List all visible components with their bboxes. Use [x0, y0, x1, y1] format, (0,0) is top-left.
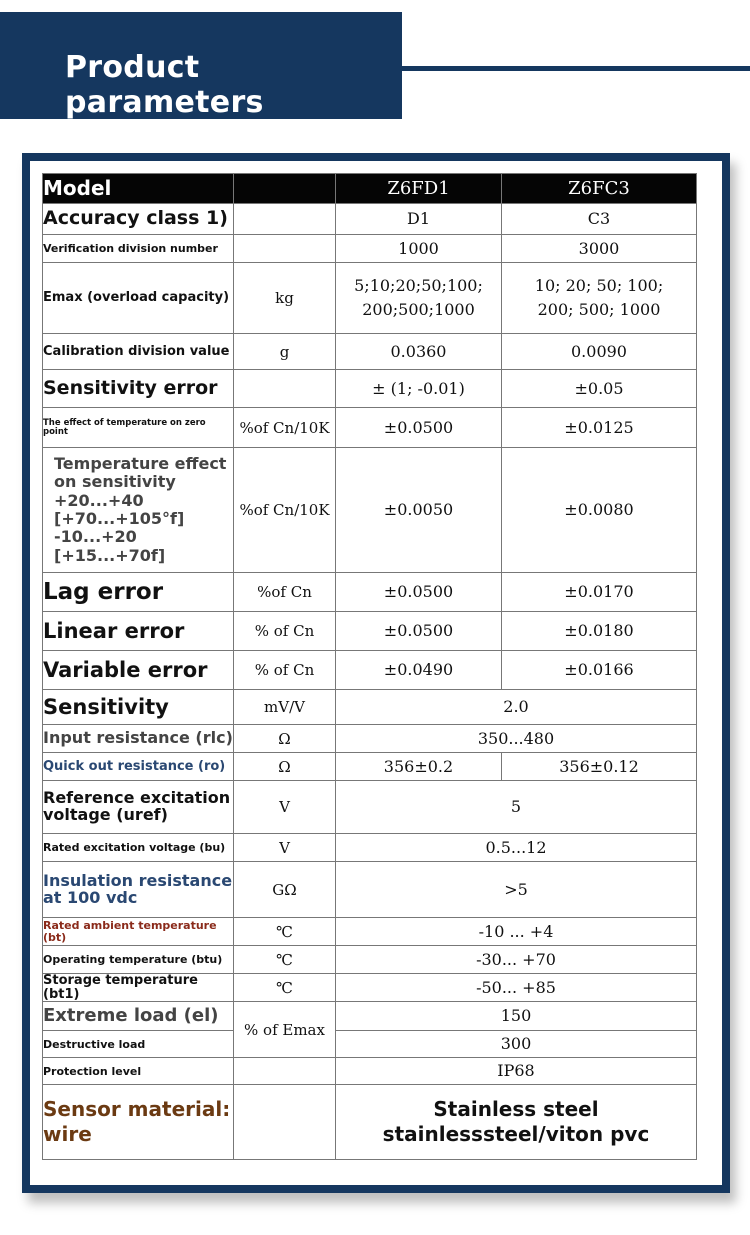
- row-unit: V: [234, 834, 336, 862]
- table-row: [43, 235, 697, 263]
- value-line: stainlesssteel/viton pvc: [382, 1122, 650, 1147]
- table-row: [43, 1031, 697, 1058]
- row-value-shared: 0.5...12: [336, 834, 697, 862]
- row-unit: %of Cn/10K: [234, 408, 336, 448]
- table-row: [43, 781, 697, 834]
- row-unit: mV/V: [234, 690, 336, 725]
- value-line: 200;500;1000: [362, 300, 475, 319]
- row-unit: [234, 1058, 336, 1085]
- row-unit: [234, 235, 336, 263]
- row-value-shared: 150: [336, 1002, 697, 1031]
- parameters-table: [42, 173, 697, 1160]
- table-row: [43, 1058, 697, 1085]
- title-banner: [0, 12, 402, 119]
- row-unit: ℃: [234, 918, 336, 946]
- value-line: 5;10;20;50;100;: [354, 276, 483, 295]
- row-unit: kg: [234, 263, 336, 334]
- label-line: Temperature effect: [54, 453, 227, 473]
- row-label: Input resistance (rlc): [43, 725, 234, 753]
- table-header-row: [43, 174, 697, 204]
- row-unit: % of Cn: [234, 651, 336, 690]
- row-label: Accuracy class 1): [43, 204, 234, 235]
- table-row: [43, 1002, 697, 1031]
- row-label: Sensitivity error: [43, 370, 234, 408]
- row-label: Linear error: [43, 612, 234, 651]
- label-line: [+15...+70f]: [54, 545, 166, 565]
- row-label: Quick out resistance (ro): [43, 753, 234, 781]
- table-row: [43, 573, 697, 612]
- row-value-z6fd1: ±0.0050: [336, 448, 502, 573]
- table-row: [43, 334, 697, 370]
- table-row: [43, 408, 697, 448]
- row-unit: % of Emax: [234, 1002, 336, 1058]
- table-row: [43, 1085, 697, 1160]
- row-value-shared: IP68: [336, 1058, 697, 1085]
- row-value-z6fc3: [502, 263, 697, 334]
- label-line: -10...+20: [54, 527, 137, 547]
- row-label: Extreme load (el): [43, 1002, 234, 1031]
- table-row: [43, 974, 697, 1002]
- table-row: [43, 946, 697, 974]
- row-unit: [234, 370, 336, 408]
- row-unit: %of Cn: [234, 573, 336, 612]
- row-value-z6fc3: 0.0090: [502, 334, 697, 370]
- row-value-z6fc3: 356±0.12: [502, 753, 697, 781]
- row-unit: Ω: [234, 753, 336, 781]
- label-line: [+70...+105°f]: [54, 509, 185, 528]
- row-value-z6fd1: ±0.0500: [336, 612, 502, 651]
- row-label: Variable error: [43, 651, 234, 690]
- row-label: The effect of temperature on zero point: [43, 408, 234, 448]
- row-label: Rated ambient temperature (bt): [43, 918, 234, 946]
- row-value-z6fd1: ±0.0500: [336, 573, 502, 612]
- table-row: [43, 651, 697, 690]
- label-line: on sensitivity: [54, 472, 176, 492]
- header-unit-cell: [234, 174, 336, 204]
- table-row: [43, 753, 697, 781]
- table-row: [43, 690, 697, 725]
- table-row: [43, 370, 697, 408]
- row-value-shared: -10 ... +4: [336, 918, 697, 946]
- row-label: Destructive load: [43, 1031, 234, 1058]
- row-value-shared: [336, 1085, 697, 1160]
- row-unit: ℃: [234, 946, 336, 974]
- row-unit: [234, 204, 336, 235]
- table-row: [43, 204, 697, 235]
- row-label: Sensitivity: [43, 690, 234, 725]
- row-value-z6fd1: ±0.0490: [336, 651, 502, 690]
- table-row: [43, 834, 697, 862]
- header-model-z6fd1: Z6FD1: [336, 174, 502, 204]
- table-row: [43, 862, 697, 918]
- row-unit: ℃: [234, 974, 336, 1002]
- table-row: [43, 918, 697, 946]
- row-value-z6fd1: 1000: [336, 235, 502, 263]
- row-value-z6fc3: C3: [502, 204, 697, 235]
- table-row: [43, 725, 697, 753]
- row-label: Lag error: [43, 573, 234, 612]
- row-unit: g: [234, 334, 336, 370]
- table-row: [43, 612, 697, 651]
- title-rule: [402, 66, 750, 71]
- header-model-z6fc3: Z6FC3: [502, 174, 697, 204]
- row-label: Protection level: [43, 1058, 234, 1085]
- row-unit: %of Cn/10K: [234, 448, 336, 573]
- page-title: Product parameters: [65, 50, 264, 120]
- row-label: Operating temperature (btu): [43, 946, 234, 974]
- header-model-label: Model: [43, 174, 234, 204]
- row-value-z6fc3: ±0.0180: [502, 612, 697, 651]
- row-label: Storage temperature (bt1): [43, 974, 234, 1002]
- row-value-shared: 300: [336, 1031, 697, 1058]
- row-value-shared: 350...480: [336, 725, 697, 753]
- row-label: Insulation resistance at 100 vdc: [43, 862, 234, 918]
- row-label: Sensor material: wire: [43, 1085, 234, 1160]
- row-value-z6fc3: 3000: [502, 235, 697, 263]
- row-value-z6fc3: ±0.0125: [502, 408, 697, 448]
- row-label: Rated excitation voltage (bu): [43, 834, 234, 862]
- value-line: 10; 20; 50; 100;: [534, 276, 664, 295]
- row-label: [43, 448, 234, 573]
- row-unit: GΩ: [234, 862, 336, 918]
- row-value-z6fd1: 356±0.2: [336, 753, 502, 781]
- row-value-z6fc3: ±0.0080: [502, 448, 697, 573]
- row-value-z6fd1: ± (1; -0.01): [336, 370, 502, 408]
- table-row: [43, 448, 697, 573]
- row-value-shared: -30... +70: [336, 946, 697, 974]
- row-value-z6fc3: ±0.0166: [502, 651, 697, 690]
- value-line: 200; 500; 1000: [537, 300, 661, 319]
- row-value-shared: 2.0: [336, 690, 697, 725]
- row-label: Calibration division value: [43, 334, 234, 370]
- row-value-shared: >5: [336, 862, 697, 918]
- row-value-z6fd1: ±0.0500: [336, 408, 502, 448]
- row-value-shared: -50... +85: [336, 974, 697, 1002]
- row-value-z6fc3: ±0.0170: [502, 573, 697, 612]
- row-label: Emax (overload capacity): [43, 263, 234, 334]
- row-unit: % of Cn: [234, 612, 336, 651]
- row-unit: [234, 1085, 336, 1160]
- row-unit: V: [234, 781, 336, 834]
- row-value-z6fd1: D1: [336, 204, 502, 235]
- row-label: Verification division number: [43, 235, 234, 263]
- row-label: Reference excitation voltage (uref): [43, 781, 234, 834]
- row-value-z6fd1: [336, 263, 502, 334]
- value-line: Stainless steel: [433, 1097, 599, 1122]
- row-value-z6fd1: 0.0360: [336, 334, 502, 370]
- row-value-shared: 5: [336, 781, 697, 834]
- label-line: +20...+40: [54, 490, 144, 510]
- row-unit: Ω: [234, 725, 336, 753]
- table-row: [43, 263, 697, 334]
- row-value-z6fc3: ±0.05: [502, 370, 697, 408]
